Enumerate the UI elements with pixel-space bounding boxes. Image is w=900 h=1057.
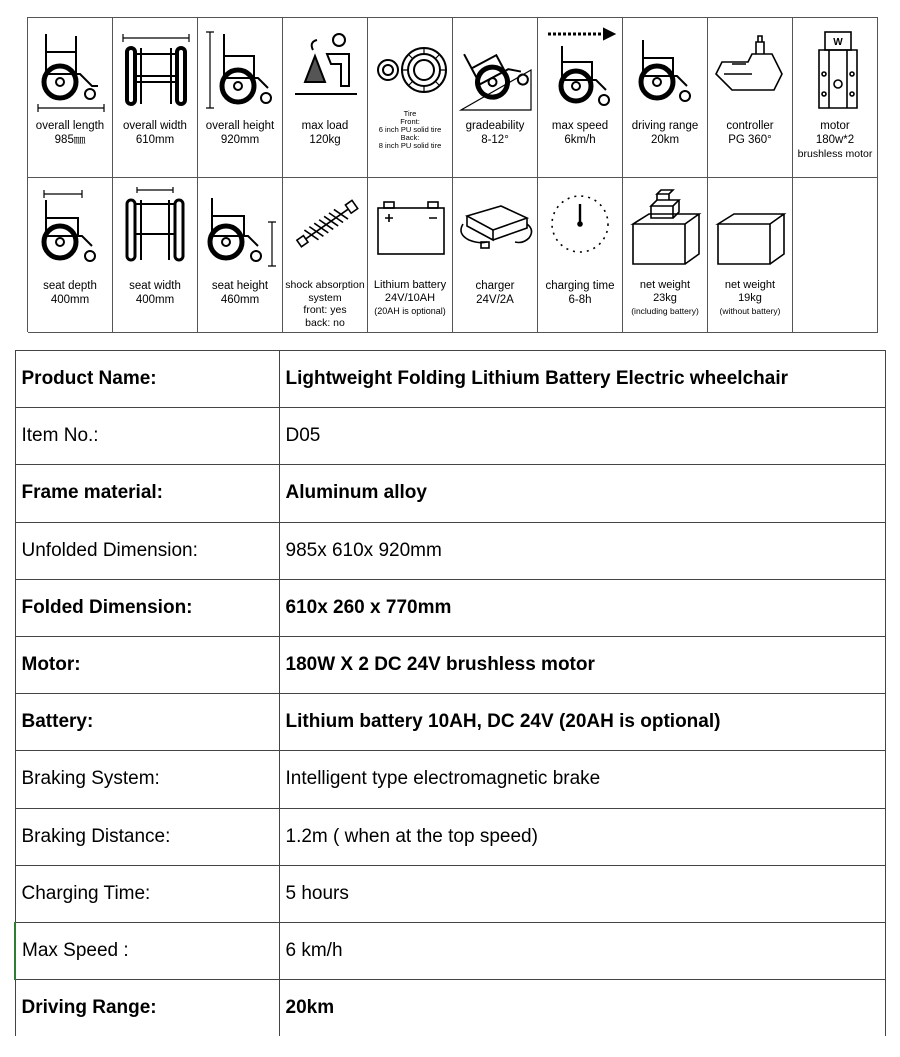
spec-cell-driving-range [623,18,708,178]
row-label: Folded Dimension: [15,579,279,636]
cell-label: net weight [639,279,691,291]
cell-label: seat width [129,280,181,292]
cell-label-2: system [308,291,342,304]
cell-label: charging time [545,280,615,292]
cell-value: 180w*2 [815,134,855,146]
row-value: Lightweight Folding Lithium Battery Electric wheelchair [279,351,886,408]
lithium-battery-icon [372,184,449,276]
cell-value: 610mm [135,134,175,146]
cell-label: motor [820,120,850,132]
spec-cell-max-load [283,18,368,178]
spec-cell-overall-height [198,18,283,178]
net-weight-with-battery-icon [627,184,704,276]
table-row [15,751,886,808]
spec-cell-seat-width [113,178,198,333]
cell-value: 20km [650,134,680,146]
cell-label: charger [475,280,515,292]
table-row [15,865,886,922]
cell-value: 400mm [135,294,175,306]
table-row [15,579,886,636]
net-weight-without-battery-icon [712,184,789,276]
motor-icon [797,24,874,116]
cell-value: front: yes [303,304,347,316]
spec-cell-empty [793,178,878,333]
cell-value: 120kg [309,134,341,146]
charging-time-icon [542,184,619,276]
spec-cell-charging-time [538,178,623,333]
max-speed-icon [542,24,619,116]
spec-cell-motor [793,18,878,178]
spec-cell-lithium-battery [368,178,453,333]
row-value: 20km [279,980,886,1037]
spec-cell-net-weight-without [708,178,793,333]
wheelchair-length-icon [32,24,109,116]
seat-height-icon [202,184,279,276]
cell-value-2: back: no [305,316,345,329]
row-label: Braking Distance: [15,808,279,865]
row-label: Unfolded Dimension: [15,522,279,579]
row-label: Braking System: [15,751,279,808]
gradeability-icon [457,24,534,116]
tire-front-value: 6 inch PU solid tire [378,125,442,134]
cell-label: net weight [724,279,776,291]
spec-cell-tire [368,18,453,178]
cell-label: max speed [551,120,609,132]
table-row [15,522,886,579]
row-value: 985x 610x 920mm [279,522,886,579]
wheelchair-height-icon [202,24,279,116]
spec-cell-overall-width [113,18,198,178]
cell-label: controller [726,120,774,132]
spec-cell-max-speed [538,18,623,178]
cell-label: Tire [403,109,417,118]
row-label: Item No.: [15,408,279,465]
controller-icon [712,24,789,116]
spec-cell-net-weight-including [623,178,708,333]
cell-label: overall length [35,120,105,132]
spec-cell-gradeability [453,18,538,178]
specification-table [14,350,886,1036]
cell-value: 6-8h [568,294,592,306]
max-load-icon [287,24,364,116]
spec-cell-controller [708,18,793,178]
table-row [15,465,886,522]
row-value: 5 hours [279,865,886,922]
spec-cell-charger [453,178,538,333]
seat-depth-icon [32,184,109,276]
tire-icon [372,24,449,116]
cell-label: Lithium battery [373,279,447,291]
row-value: Aluminum alloy [279,465,886,522]
row-value: 610x 260 x 770mm [279,579,886,636]
seat-width-icon [117,184,194,276]
spec-cell-seat-depth [28,178,113,333]
spec-icon-grid [27,17,878,332]
table-row [15,408,886,465]
cell-value: 24V/10AH [384,292,436,304]
cell-value: 23kg [653,292,677,304]
row-label: Max Speed : [15,922,279,979]
cell-value: 24V/2A [476,294,514,306]
row-value: D05 [279,408,886,465]
cell-value: 400mm [50,294,90,306]
row-label: Product Name: [15,351,279,408]
cell-label: seat depth [43,280,97,292]
table-row [15,980,886,1037]
spec-cell-shock-absorption [283,178,368,333]
shock-absorption-icon [287,184,364,276]
row-label: Charging Time: [15,865,279,922]
cell-label: shock absorption [285,279,365,291]
row-value: 1.2m ( when at the top speed) [279,808,886,865]
cell-value: 920mm [220,134,260,146]
cell-label: overall width [123,120,187,132]
row-label: Battery: [15,694,279,751]
tire-back-value: 8 inch PU solid tire [378,141,442,150]
cell-value-2: (including battery) [631,306,699,316]
row-label: Driving Range: [15,980,279,1037]
cell-label: seat height [211,280,269,292]
cell-value: 8-12° [481,134,509,146]
spec-cell-seat-height [198,178,283,333]
row-value: 6 km/h [279,922,886,979]
driving-range-icon [627,24,704,116]
motor-icon-letter: W [833,37,843,48]
row-label: Frame material: [15,465,279,522]
cell-value: 460mm [220,294,260,306]
cell-value: PG 360° [728,134,772,146]
tire-back-label: Back: [400,133,420,142]
cell-value-2: (without battery) [719,306,781,316]
cell-label: overall height [205,120,275,132]
table-row [15,922,886,979]
wheelchair-width-icon [117,24,194,116]
row-value: 180W X 2 DC 24V brushless motor [279,636,886,693]
table-row [15,351,886,408]
cell-value: 985㎜ [54,134,86,146]
cell-value-2: (20AH is optional) [374,306,446,316]
row-label: Motor: [15,636,279,693]
cell-label: driving range [631,120,699,132]
row-value: Intelligent type electromagnetic brake [279,751,886,808]
cell-value: 19kg [738,292,762,304]
table-row [15,808,886,865]
cell-value: 6km/h [564,134,596,146]
tire-front-label: Front: [400,117,420,126]
charger-icon [457,184,534,276]
table-row [15,636,886,693]
spec-cell-overall-length [28,18,113,178]
cell-value-2: brushless motor [797,148,873,160]
table-row [15,694,886,751]
row-value: Lithium battery 10AH, DC 24V (20AH is optional) [279,694,886,751]
cell-label: max load [301,120,349,132]
cell-label: gradeability [465,120,525,132]
